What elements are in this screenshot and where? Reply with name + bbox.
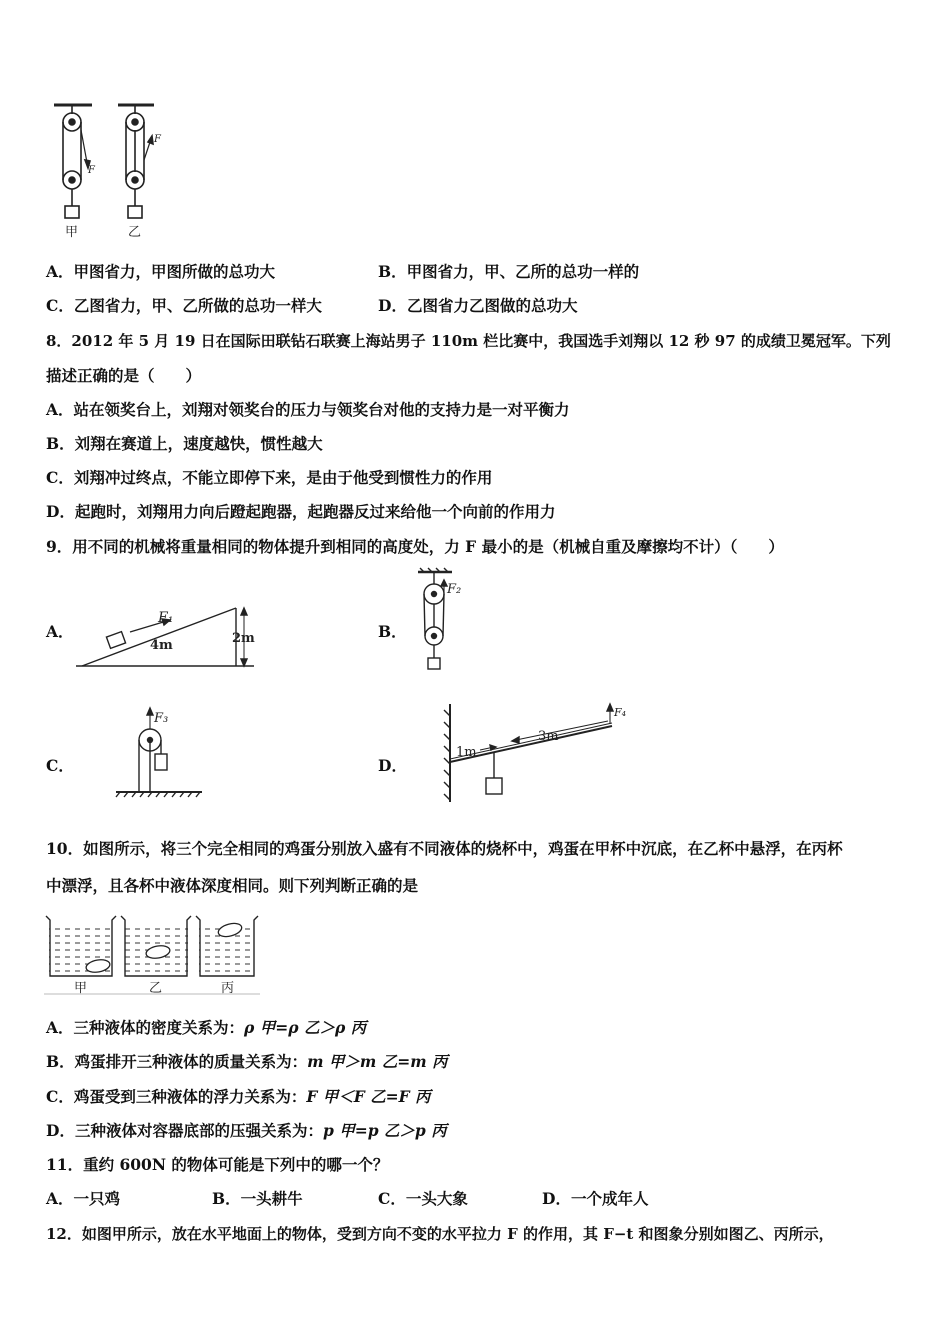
option-text: 刘翔在赛道上，速度越快，惯性越大 <box>74 434 323 453</box>
q8-stem-line2: 描述正确的是（ ） <box>46 366 202 385</box>
q7-option-c <box>46 296 322 316</box>
q9-c-force-label: F₃ <box>154 711 169 726</box>
q11-stem: 11．重约 600N 的物体可能是下列中的哪一个？ <box>46 1155 389 1174</box>
option-key: C． <box>378 1189 406 1208</box>
q11-option-c <box>378 1189 468 1209</box>
q10-beakers-figure <box>44 912 260 998</box>
option-key: A． <box>46 1018 74 1037</box>
beaker-jia <box>46 916 116 976</box>
option-key: C． <box>46 468 74 487</box>
q9-a-length-label: 4m <box>150 638 173 653</box>
option-text: 起跑时，刘翔用力向后蹬起跑器，起跑器反过来给他一个向前的作用力 <box>74 502 556 521</box>
q9-lever-figure <box>440 702 640 806</box>
q9-d-short-arm-label: 1m <box>456 745 477 760</box>
option-text: 站在领奖台上，刘翔对领奖台的压力与领奖台对他的支持力是一对平衡力 <box>73 400 570 419</box>
q9-stem: 9．用不同的机械将重量相同的物体提升到相同的高度处，力 F 最小的是（机械自重及摩擦均不计）（ ） <box>46 537 784 556</box>
q8-stem-line1: 8．2012 年 5 月 19 日在国际田联钻石联赛上海站男子 110m 栏比赛中，我国选手刘翔以 12 秒 97 的成绩卫冕冠军。下列 <box>46 332 891 350</box>
q7-label-jia: 甲 <box>65 225 79 240</box>
q10-stem-line1: 10．如图所示，将三个完全相同的鸡蛋分别放入盛有不同液体的烧杯中，鸡蛋在甲杯中沉底，在乙杯中悬浮，在丙杯 <box>46 839 843 858</box>
option-key: D． <box>46 1121 75 1140</box>
pulley-system-jia <box>54 105 92 218</box>
q10-option-b <box>46 1052 448 1072</box>
q9-pulley-block-figure <box>412 566 472 674</box>
q7-force-label-yi: F <box>154 134 161 145</box>
q7-option-a <box>46 262 275 282</box>
option-formula: ρ 甲=ρ 乙＞ρ 丙 <box>244 1018 367 1037</box>
option-key: D． <box>378 296 407 315</box>
q9-fixed-pulley-figure <box>112 700 212 800</box>
q8-option-c <box>46 468 492 488</box>
option-key: C． <box>46 1087 74 1106</box>
q9-option-d-key: D． <box>378 756 407 775</box>
q10-option-d <box>46 1121 447 1141</box>
option-text: 一个成年人 <box>570 1189 649 1208</box>
option-key: D． <box>46 502 75 521</box>
option-text: 三种液体对容器底部的压强关系为： <box>74 1121 323 1140</box>
q9-a-height-label: 2m <box>232 631 255 646</box>
beaker-label-yi: 乙 <box>149 981 163 996</box>
q10-option-c <box>46 1087 431 1107</box>
option-text: 鸡蛋受到三种液体的浮力关系为： <box>73 1087 307 1106</box>
q9-incline-figure <box>74 598 264 672</box>
option-text: 甲图省力，甲图所做的总功大 <box>73 262 276 281</box>
q9-d-force-label: F₄ <box>614 706 627 719</box>
option-text: 甲图省力，甲、乙所的总功一样的 <box>406 262 640 281</box>
q11-option-d <box>542 1189 648 1209</box>
beaker-yi <box>121 916 191 976</box>
q8-option-b <box>46 434 323 454</box>
option-key: A． <box>46 1189 74 1208</box>
q9-d-long-arm-label: 3m <box>538 729 559 744</box>
q8-option-a <box>46 400 570 420</box>
q9-b-force-label: F₂ <box>447 582 462 597</box>
option-text: 一头耕牛 <box>240 1189 303 1208</box>
option-formula: F 甲＜F 乙=F 丙 <box>306 1087 431 1106</box>
option-text: 鸡蛋排开三种液体的质量关系为： <box>74 1052 308 1071</box>
q10-stem-line2: 中漂浮，且各杯中液体深度相同。则下列判断正确的是 <box>46 876 419 895</box>
q7-force-label-jia: F <box>88 165 95 176</box>
option-key: B． <box>46 1052 75 1071</box>
option-formula: m 甲＞m 乙=m 丙 <box>307 1052 448 1071</box>
q9-a-force-label: F₁ <box>158 610 174 626</box>
option-key: D． <box>542 1189 571 1208</box>
q12-stem: 12．如图甲所示，放在水平地面上的物体，受到方向不变的水平拉力 F 的作用，其 F−t 和图象分别如图乙、丙所示， <box>46 1225 834 1243</box>
beaker-label-jia: 甲 <box>74 981 88 996</box>
q9-option-c-key: C． <box>46 756 74 775</box>
option-text: 一头大象 <box>405 1189 468 1208</box>
beaker-label-bing: 丙 <box>221 981 235 996</box>
option-text: 乙图省力乙图做的总功大 <box>406 296 578 315</box>
q7-pulley-figure <box>48 100 178 250</box>
option-key: B． <box>46 434 75 453</box>
option-text: 三种液体的密度关系为： <box>73 1018 245 1037</box>
q7-option-b <box>378 262 639 282</box>
option-text: 乙图省力，甲、乙所做的总功一样大 <box>73 296 322 315</box>
q9-option-a-key: A． <box>46 622 74 641</box>
q7-option-d <box>378 296 577 316</box>
option-formula: p 甲=p 乙＞p 丙 <box>322 1121 447 1140</box>
option-key: C． <box>46 296 74 315</box>
option-key: B． <box>378 262 407 281</box>
beaker-bing <box>196 916 258 976</box>
q8-option-d <box>46 502 555 522</box>
option-text: 一只鸡 <box>73 1189 121 1208</box>
q7-label-yi: 乙 <box>128 225 142 240</box>
option-key: A． <box>46 262 74 281</box>
q11-option-a <box>46 1189 120 1209</box>
option-text: 刘翔冲过终点，不能立即停下来，是由于他受到惯性力的作用 <box>73 468 493 487</box>
pulley-system-yi <box>118 105 154 218</box>
q11-option-b <box>212 1189 303 1209</box>
q10-option-a <box>46 1018 366 1038</box>
option-key: B． <box>212 1189 241 1208</box>
q9-option-b-key: B． <box>378 622 407 641</box>
option-key: A． <box>46 400 74 419</box>
